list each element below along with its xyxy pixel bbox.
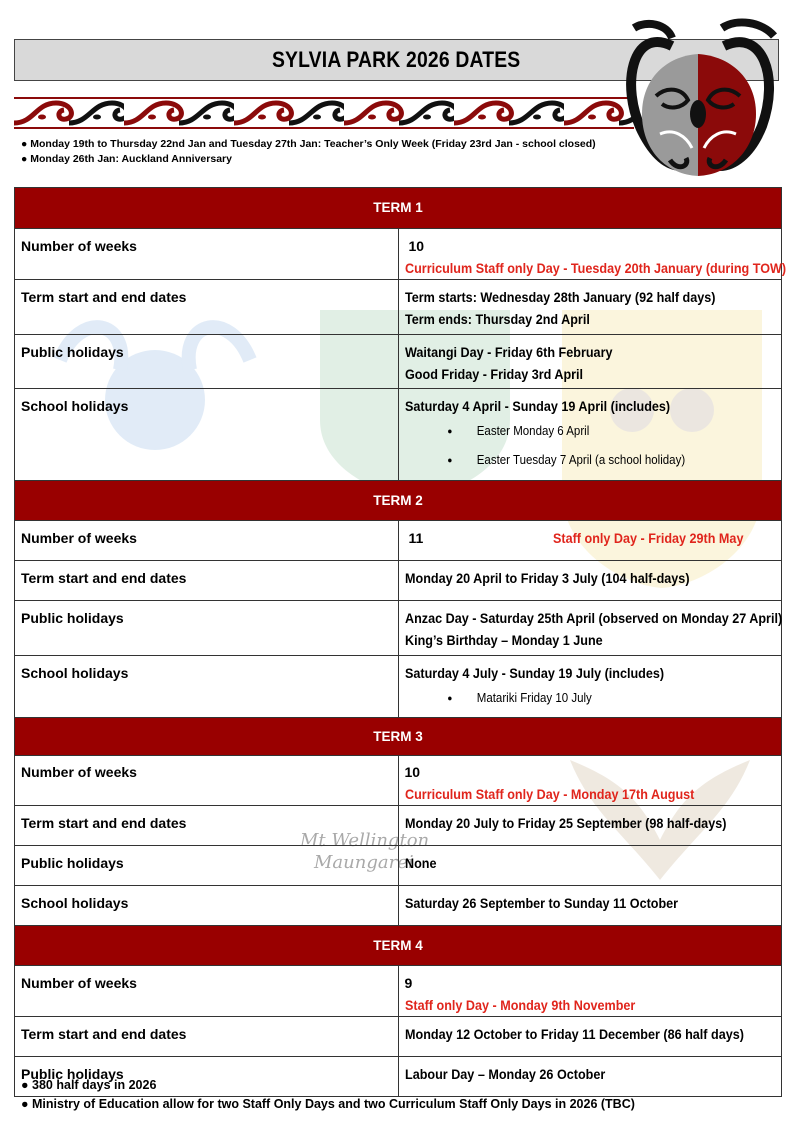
staff-only-day: Curriculum Staff only Day - Monday 17th August [404,786,694,802]
public-holiday: None [404,855,436,871]
top-notes [21,137,596,167]
term-header-row [15,481,782,521]
weeks-count: 10 [404,764,421,780]
row-value [398,756,782,806]
row-label: Public holidays [15,601,399,656]
bottom-note: ● Ministry of Education allow for two Staff Only Days and two Curriculum Staff Only Days in 2026 (TBC) [21,1097,635,1111]
table-row [15,806,782,846]
list-item: ● Easter Tuesday 7 April (a school holiday) [405,446,746,475]
row-label: Number of weeks [15,756,399,806]
row-value [398,601,782,656]
table-row [15,756,782,806]
weeks-count: 9 [404,975,413,991]
weeks-count: 10 [408,238,425,254]
row-label: School holidays [15,656,399,718]
bottom-notes [21,1076,635,1114]
staff-only-day: Staff only Day - Friday 29th May [552,530,743,546]
row-value [398,561,782,601]
term-header-row [15,926,782,966]
term-dates-table [14,187,786,1097]
table-row [15,335,782,389]
term-dates: Monday 20 April to Friday 3 July (104 half-days) [404,570,690,586]
term-end: Term ends: Thursday 2nd April [404,311,590,327]
row-label: Term start and end dates [15,561,399,601]
table-row [15,846,782,886]
row-value [398,280,782,335]
row-label: School holidays [15,886,399,926]
term-dates: Monday 20 July to Friday 25 September (98 half-days) [404,815,726,831]
row-value [398,966,782,1017]
row-label: Term start and end dates [15,806,399,846]
row-label: Number of weeks [15,966,399,1017]
term-start: Term starts: Wednesday 28th January (92 half days) [404,289,715,305]
row-label: Term start and end dates [15,280,399,335]
term-heading: TERM 3 [15,718,782,756]
row-label: Number of weeks [15,521,399,561]
staff-only-day: Curriculum Staff only Day - Tuesday 20th January (during TOW) [404,260,786,276]
table-row [15,561,782,601]
school-holiday: Saturday 26 September to Sunday 11 October [404,895,678,911]
public-holiday: Good Friday - Friday 3rd April [404,366,583,382]
row-label: Term start and end dates [15,1017,399,1057]
public-holiday: King’s Birthday – Monday 1 June [404,632,603,648]
term-dates: Monday 12 October to Friday 11 December (86 half days) [404,1026,744,1042]
table-row [15,886,782,926]
row-value [398,1017,782,1057]
top-note: ● Monday 26th Jan: Auckland Anniversary [21,153,232,165]
table-row [15,656,782,718]
public-holiday: Waitangi Day - Friday 6th February [404,344,612,360]
row-label: School holidays [15,389,399,481]
school-logo [612,16,784,180]
table-row [15,601,782,656]
school-holiday: Saturday 4 April - Sunday 19 April (includes) [404,398,670,414]
row-value [398,656,782,718]
staff-only-day: Staff only Day - Monday 9th November [404,997,635,1013]
term-heading: TERM 4 [15,926,782,966]
list-item: ● Easter Monday 6 April [405,417,746,446]
row-value [398,846,782,886]
table-row [15,1017,782,1057]
table-row [15,280,782,335]
term-heading: TERM 1 [15,188,782,229]
list-item: ● Matariki Friday 10 July [405,684,746,713]
row-value [398,521,782,561]
table-row [15,229,782,280]
row-value [398,886,782,926]
table-row [15,389,782,481]
term-header-row [15,188,782,229]
watermark-text: Mt Wellington Maungarei [300,830,430,873]
term-header-row [15,718,782,756]
weeks-count: 11 [408,530,424,546]
page-title: SYLVIA PARK 2026 DATES [272,47,521,72]
bottom-note: ● 380 half days in 2026 [21,1078,157,1092]
term-heading: TERM 2 [15,481,782,521]
row-value [398,389,782,481]
row-label: Public holidays [15,846,399,886]
row-label: Public holidays [15,335,399,389]
row-label: Number of weeks [15,229,399,280]
top-note: ● Monday 19th to Thursday 22nd Jan and Tuesday 27th Jan: Teacher’s Only Week (Friday 23rd Jan - school closed) [21,138,596,150]
table-row [15,966,782,1017]
row-value [398,229,786,280]
table-row [15,521,782,561]
school-holiday: Saturday 4 July - Sunday 19 July (includes) [404,665,664,681]
kowhaiwhai-pattern [14,97,634,129]
public-holiday: Labour Day – Monday 26 October [404,1066,605,1082]
row-label: Public holidays [15,1057,399,1097]
row-value [398,806,782,846]
row-value [398,335,782,389]
public-holiday: Anzac Day - Saturday 25th April (observed on Monday 27 April) [404,610,782,626]
